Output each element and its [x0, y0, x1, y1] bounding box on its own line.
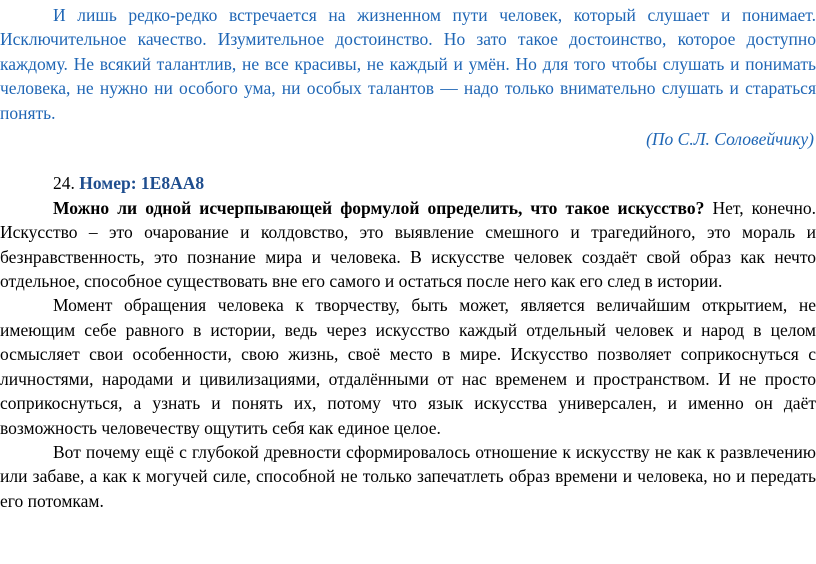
article-question: Можно ли одной исчерпывающей формулой определить, что такое искусство? — [53, 197, 705, 218]
task-code: Номер: 1E8AA8 — [79, 173, 205, 194]
task-header — [0, 171, 816, 195]
spacer — [0, 151, 816, 171]
article-paragraph-1-text: Нет, конечно. Искусство – это очарование и колдовство, это выявление смешного и трагедийного, это мораль и безнравственность, это познание мира и человека. В искусстве человек создаёт свой образ как нечто отдельное, способное существовать вне его самого и остаться после него как его след в истории. — [0, 197, 816, 292]
article-paragraph-1 — [0, 196, 816, 294]
document-page — [0, 3, 816, 513]
article-paragraph-2: Момент обращения человека к творчеству, быть может, является величайшим открытием, не имеющим себе равного в истории, ведь через искусство каждый отдельный человек и народ в целом осмысляет свои особенности, свою жизнь, своё место в мире. Искусство позволяет соприкоснуться с личностями, народами и цивилизациями, отдалёнными от нас временем и пространством. И не просто соприкоснуться, а узнать и понять их, потому что язык искусства универсален, и именно он даёт возможность человечеству ощутить себя как единое целое. — [0, 295, 816, 438]
excerpt-paragraph: И лишь редко-редко встречается на жизненном пути человек, который слушает и понимает. Исключительное качество. Изумительное достоинство. Но зато такое достоинство, которое доступно каждому. Не всякий талантлив, не все красивы, не каждый и умён. Но для того чтобы слушать и понимать человека, не нужно ни особого ума, ни особых талантов — надо только внимательно слушать и стараться понять. — [0, 5, 816, 123]
article-paragraph-3: Вот почему ещё с глубокой древности сформировалось отношение к искусству не как к развлечению или забаве, а как к могучей силе, способной не только запечатлеть образ времени и человека, но и передать его потомкам. — [0, 441, 816, 511]
task-number: 24. — [53, 173, 75, 194]
excerpt-source: (По С.Л. Соловейчику) — [646, 129, 814, 150]
